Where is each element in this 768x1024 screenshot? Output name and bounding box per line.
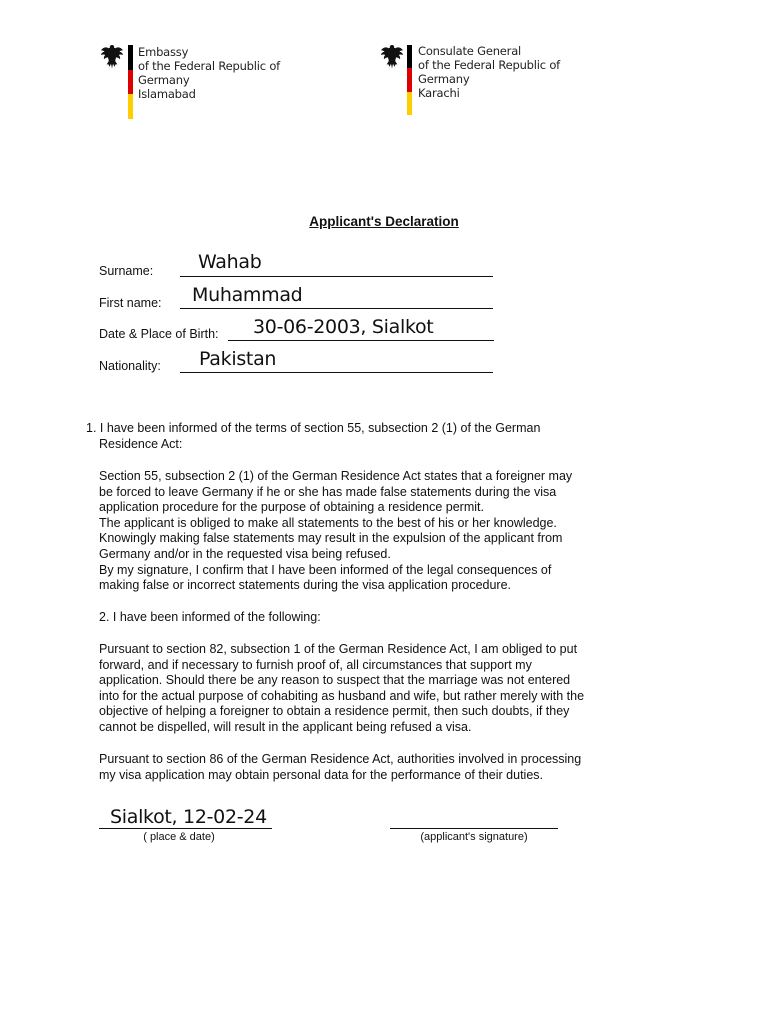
first-name-value: Muhammad [192, 284, 303, 306]
nationality-value: Pakistan [199, 348, 277, 370]
signature-caption: (applicant's signature) [420, 831, 528, 843]
first-name-line [180, 308, 493, 309]
german-eagle-icon [380, 44, 404, 70]
first-name-label: First name: [99, 296, 162, 310]
place-date-caption: ( place & date) [143, 831, 215, 843]
section2-heading: 2. I have been informed of the following: [99, 610, 321, 624]
consulate-name: Consulate General of the Federal Republic of Germany Karachi [418, 44, 561, 100]
nationality-label: Nationality: [99, 359, 161, 373]
letterhead-right [380, 44, 590, 120]
section2-body: Pursuant to section 82, subsection 1 of the German Residence Act, I am obliged to put forward, and if necessary to furnish proof of, all circumstances that support my application. Should there be any reason to suspect that the marriage was not entered into for the actual purpose of cohabiting as husband and wife, but rather merely with the objective of helping a foreigner to obtain a residence permit, then such doubts, if they cannot be dispelled, will result in the applicant being refused a visa. [99, 642, 585, 734]
signature-line [390, 828, 558, 829]
surname-label: Surname: [99, 264, 154, 278]
page-title: Applicant's Declaration [309, 214, 459, 229]
place-date-value: Sialkot, 12-02-24 [110, 806, 267, 828]
surname-line [180, 276, 493, 277]
german-eagle-icon [100, 44, 124, 70]
nationality-line [180, 372, 493, 373]
birth-value: 30-06-2003, Sialkot [253, 316, 434, 338]
section1-heading: 1. I have been informed of the terms of section 55, subsection 2 (1) of the German Residence Act: [86, 421, 541, 451]
surname-value: Wahab [198, 251, 262, 273]
birth-label: Date & Place of Birth: [99, 327, 219, 341]
letterhead-left [100, 44, 300, 120]
place-date-line [99, 828, 272, 829]
birth-line [228, 340, 494, 341]
section2-body2: Pursuant to section 86 of the German Residence Act, authorities involved in processing my visa application may obtain personal data for the performance of their duties. [99, 752, 582, 782]
flag-bar [128, 45, 133, 119]
embassy-name: Embassy of the Federal Republic of Germany Islamabad [138, 45, 281, 101]
flag-bar [407, 45, 412, 115]
section1-body: Section 55, subsection 2 (1) of the German Residence Act states that a foreigner may be forced to leave Germany if he or she has made false statements during the visa application procedure for the purpose of obtaining a residence permit. The applicant is obliged to make all statements to the best of his or her knowledge. Knowingly making false statements may result in the expulsion of the applicant from Germany and/or in the requested visa being refused. By my signature, I confirm that I have been informed of the legal consequences of making false or incorrect statements during the visa application procedure. [99, 469, 573, 593]
